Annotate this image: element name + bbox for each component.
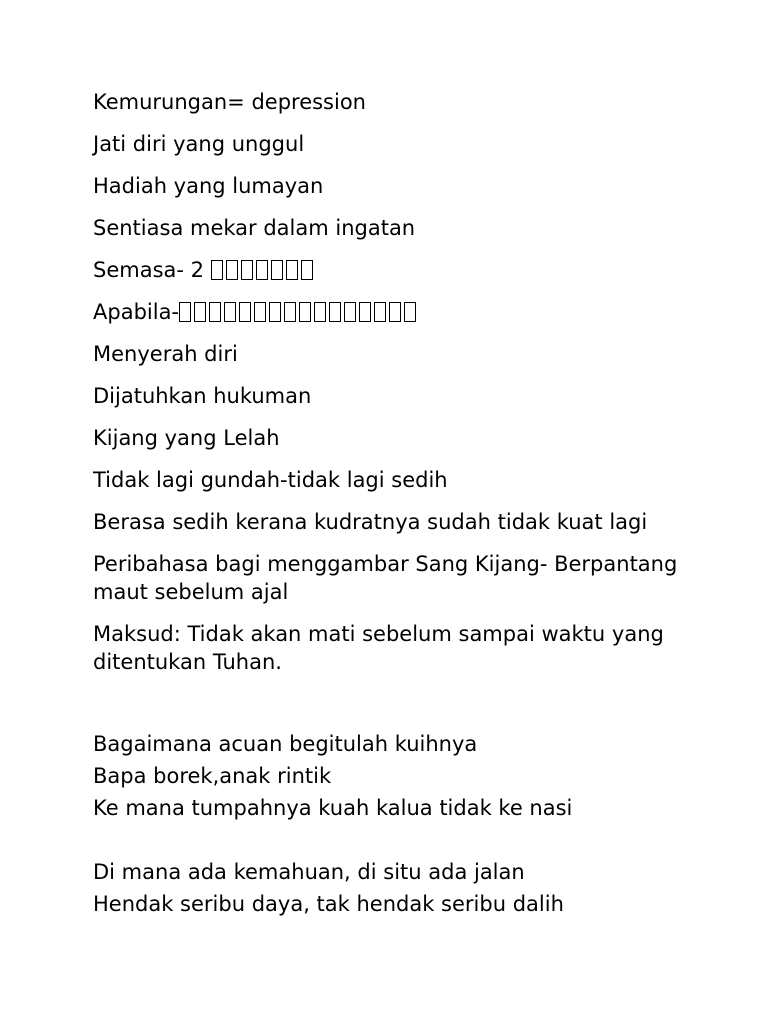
missing-glyph-box [241, 260, 253, 280]
missing-glyph-box [374, 302, 386, 322]
text-line: Peribahasa bagi menggambar Sang Kijang- Berpantang maut sebelum ajal [93, 552, 678, 604]
missing-glyph-box [314, 302, 326, 322]
missing-glyph-box [254, 302, 266, 322]
missing-glyph-box [256, 260, 268, 280]
semasa-line [93, 256, 693, 284]
missing-glyph-box [211, 260, 223, 280]
missing-glyph-boxes [179, 302, 416, 322]
paragraph-gap [93, 690, 693, 728]
missing-glyph-box [271, 260, 283, 280]
text-line: Di mana ada kemahuan, di situ ada jalan [93, 860, 525, 884]
missing-glyph-boxes [211, 260, 313, 280]
text-line: Kemurungan= depression [93, 90, 366, 114]
text-line: Bapa borek,anak rintik [93, 764, 332, 788]
apabila-line [93, 298, 693, 326]
missing-glyph-box [299, 302, 311, 322]
text-line: Dijatuhkan hukuman [93, 384, 312, 408]
missing-glyph-box [389, 302, 401, 322]
missing-glyph-box [286, 260, 298, 280]
missing-glyph-box [301, 260, 313, 280]
text-line: Menyerah diri [93, 342, 238, 366]
missing-glyph-box [269, 302, 281, 322]
missing-glyph-box [359, 302, 371, 322]
missing-glyph-box [329, 302, 341, 322]
apabila-prefix: Apabila- [93, 300, 180, 324]
missing-glyph-box [209, 302, 221, 322]
text-line: Hadiah yang lumayan [93, 174, 324, 198]
semasa-prefix: Semasa- 2 [93, 258, 211, 282]
missing-glyph-box [194, 302, 206, 322]
missing-glyph-box [224, 302, 236, 322]
text-line: Tidak lagi gundah-tidak lagi sedih [93, 468, 448, 492]
missing-glyph-box [239, 302, 251, 322]
peribahasa-block-1 [93, 728, 693, 824]
missing-glyph-box [179, 302, 191, 322]
text-line: Bagaimana acuan begitulah kuihnya [93, 732, 478, 756]
text-line: Berasa sedih kerana kudratnya sudah tidak kuat lagi [93, 510, 648, 534]
text-line: Ke mana tumpahnya kuah kalua tidak ke nasi [93, 796, 573, 820]
text-line: Sentiasa mekar dalam ingatan [93, 216, 416, 240]
text-line: Hendak seribu daya, tak hendak seribu dalih [93, 892, 564, 916]
text-line: Maksud: Tidak akan mati sebelum sampai waktu yang ditentukan Tuhan. [93, 622, 664, 674]
missing-glyph-box [284, 302, 296, 322]
missing-glyph-box [226, 260, 238, 280]
missing-glyph-box [404, 302, 416, 322]
missing-glyph-box [344, 302, 356, 322]
text-line: Jati diri yang unggul [93, 132, 305, 156]
paragraph-gap [93, 824, 693, 856]
peribahasa-block-2 [93, 856, 693, 920]
text-line: Kijang yang Lelah [93, 426, 280, 450]
document-body [93, 88, 693, 920]
